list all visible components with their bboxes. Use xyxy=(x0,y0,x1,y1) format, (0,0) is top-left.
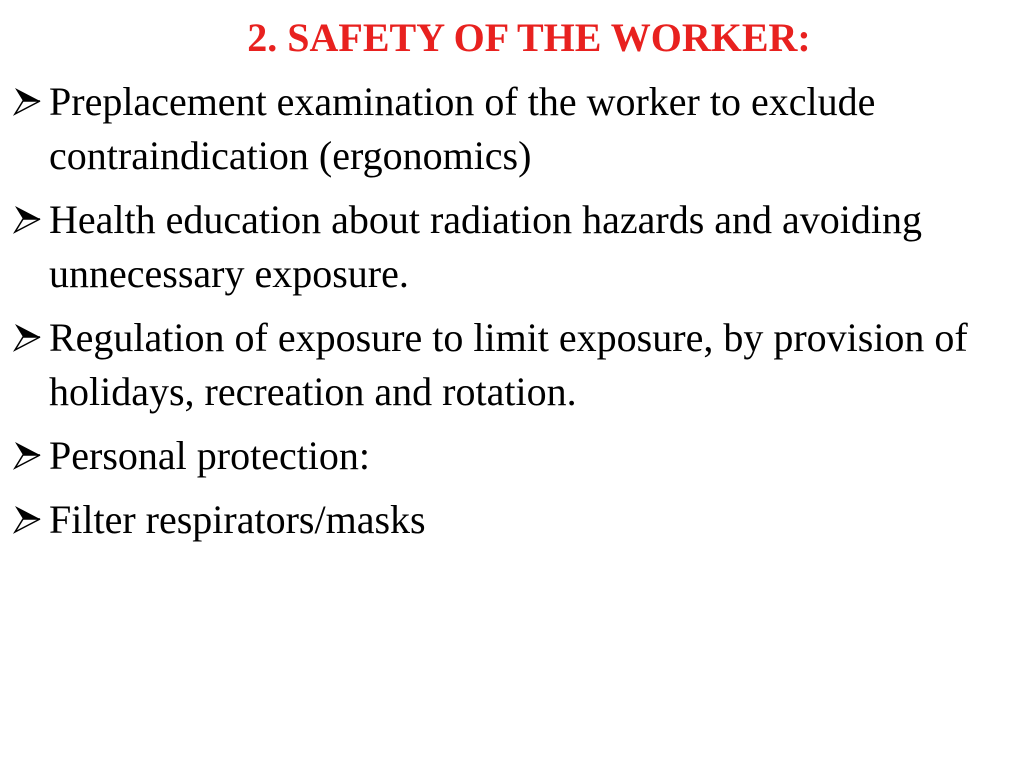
bullet-list xyxy=(12,75,1012,557)
bullet-item xyxy=(12,311,1012,419)
bullet-item xyxy=(12,75,1012,183)
slide-title: 2. SAFETY OF THE WORKER: xyxy=(247,15,811,60)
bullet-text: Filter respirators/masks xyxy=(49,497,426,542)
arrowhead-bullet-icon xyxy=(12,504,42,534)
bullet-text: Health education about radiation hazards and avoiding unnecessary exposure. xyxy=(49,197,923,296)
arrowhead-bullet-icon xyxy=(12,204,42,234)
bullet-text: Preplacement examination of the worker to exclude contraindication (ergonomics) xyxy=(49,79,876,178)
bullet-item xyxy=(12,193,1012,301)
arrowhead-bullet-icon xyxy=(12,322,42,352)
bullet-item xyxy=(12,429,1012,483)
bullet-item xyxy=(12,493,1012,547)
bullet-text: Personal protection: xyxy=(49,433,371,478)
arrowhead-bullet-icon xyxy=(12,86,42,116)
arrowhead-bullet-icon xyxy=(12,440,42,470)
bullet-text: Regulation of exposure to limit exposure, by provision of holidays, recreation and rotation. xyxy=(49,315,968,414)
